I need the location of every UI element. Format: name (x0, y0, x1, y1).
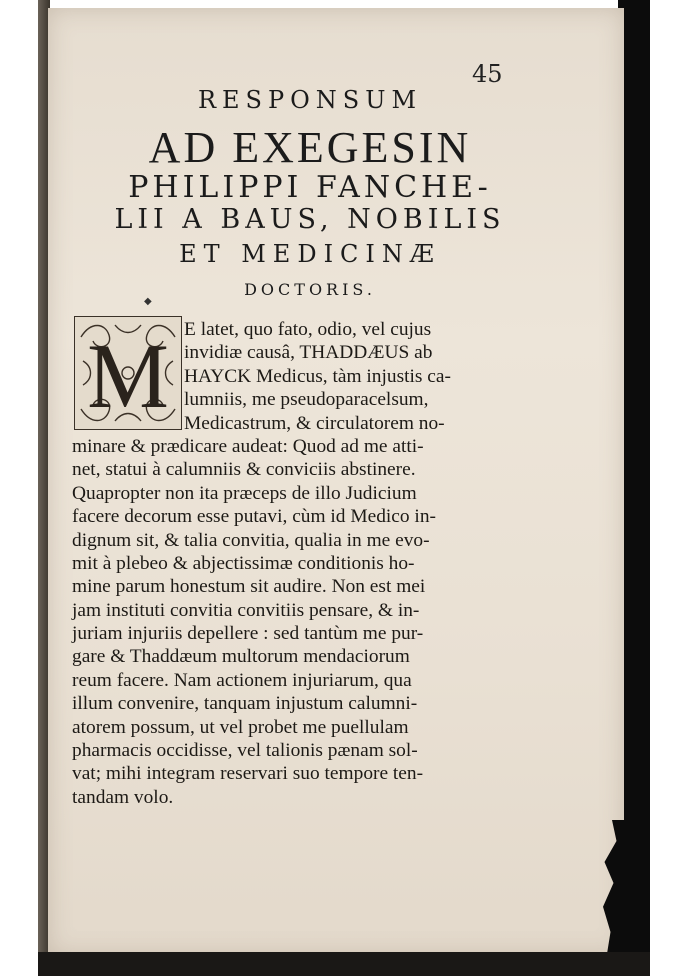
title-line-6: DOCTORIS. (244, 280, 376, 299)
body-line: Medicastrum, & circulatorem no- (184, 412, 445, 434)
body-line: net, statui à calumniis & conviciis abstinere. (72, 459, 416, 481)
body-line: invidiæ causâ, THADDÆUS ab (184, 342, 433, 364)
body-line: facere decorum esse putavi, cùm id Medico in- (72, 506, 436, 528)
body-line: HAYCK Medicus, tàm injustis ca- (184, 365, 451, 387)
body-line: pharmacis occidisse, vel talionis pænam sol- (72, 740, 418, 762)
body-line: mit à plebeo & abjectissimæ conditionis ho- (72, 552, 415, 574)
title-line-2: AD EXEGESIN (148, 123, 472, 172)
scan-bottom-edge (38, 952, 650, 976)
svg-text:M: M (87, 325, 169, 427)
body-line: lumniis, me pseudoparacelsum, (184, 389, 429, 411)
body-line: atorem possum, ut vel probet me puellulam (72, 716, 409, 738)
page-number: 45 (472, 60, 503, 88)
body-line: Quapropter non ita præceps de illo Judicium (72, 482, 417, 504)
printer-mark-icon: ◆ (144, 296, 152, 307)
title-line-4: LII A BAUS, NOBILIS (114, 204, 506, 235)
body-line: dignum sit, & talia convitia, qualia in me evo- (72, 529, 430, 551)
body-text (72, 318, 512, 809)
body-line: E latet, quo fato, odio, vel cujus (184, 319, 432, 340)
title-line-5: ET MEDICINÆ (179, 240, 441, 268)
title-line-3: PHILIPPI FANCHE- (128, 170, 492, 205)
body-line: juriam injuriis depellere : sed tantùm me pur- (72, 623, 424, 645)
body-line: minare & prædicare audeat: Quod ad me atti- (72, 435, 424, 457)
body-line: reum facere. Nam actionem injuriarum, qua (72, 669, 412, 691)
body-line: illum convenire, tanquam injustum calumni- (72, 693, 418, 715)
body-line: vat; mihi integram reservari suo tempore ten- (72, 763, 424, 785)
body-line: mine parum honestum sit audire. Non est mei (72, 576, 426, 598)
body-line: gare & Thaddæum multorum mendaciorum (72, 646, 410, 668)
body-line: jam instituti convitia convitiis pensare, & in- (72, 599, 420, 621)
title-line-1: RESPONSUM (197, 86, 423, 114)
body-line: tandam volo. (72, 786, 174, 808)
